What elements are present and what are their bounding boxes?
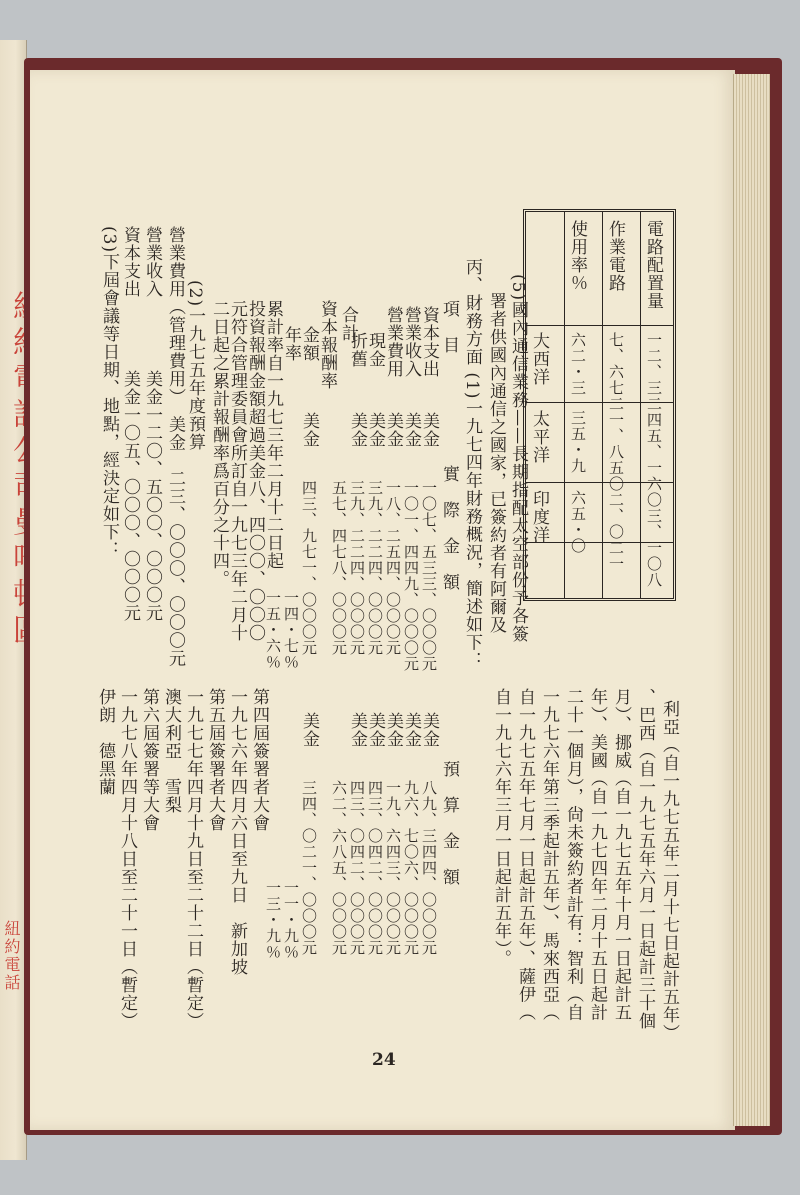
meeting-line: 伊朗 德黑蘭 <box>95 688 115 796</box>
table-cell: 六二・三 <box>569 332 587 396</box>
meeting-line: 第六屆簽署等大會 <box>139 688 159 832</box>
finance-budget: 六二、六八五、〇〇〇元 <box>330 780 348 956</box>
meetings-intro: (3)下屆會議等日期、地點，經決定如下： <box>99 226 119 560</box>
finance-actual: 三九、二二四、〇〇〇元 <box>348 480 366 656</box>
spine-red-small-text: 紐約電話 <box>2 920 21 992</box>
finance-bcur: 美金 <box>299 712 319 748</box>
finance-item: 現金 <box>365 332 385 368</box>
finance-actual: 一〇七、五三三、〇〇〇元 <box>420 480 438 672</box>
section5-line: 月）、挪威（自一九七五年十月一日起計五 <box>611 688 631 1022</box>
table-header: 大西洋 <box>529 332 549 386</box>
budget-row: 營業費用（管理費用） 美金 二三、〇〇〇、〇〇〇元 <box>165 226 185 668</box>
table-header: 太平洋 <box>529 410 549 464</box>
finance-bcur: 美金 <box>401 712 421 748</box>
finance-item: 資本報酬率 <box>317 300 337 390</box>
section5-line: 自一九七五年七月一日起計五年）、薩伊（ <box>515 688 535 1022</box>
budget-row: 營業收入 美金一二〇、五〇〇、〇〇〇元 <box>142 226 162 622</box>
meeting-line: 澳大利亞 雪梨 <box>161 688 181 814</box>
finance-actual: 一八、二五四、〇〇〇元 <box>384 480 402 656</box>
table-divider <box>564 212 565 598</box>
finance-budget: 一一・九％ <box>282 880 300 960</box>
meeting-line: 一九七六年四月六日至九日 新加坡 <box>227 688 247 976</box>
finance-item: 年率 <box>281 326 301 362</box>
left-page-edge <box>0 40 27 1160</box>
finance-item: 折舊 <box>347 332 367 368</box>
finance-cur: 美金 <box>401 412 421 448</box>
section5-line: 一九七六年第三季起計五年）、馬來西亞（ <box>539 688 559 1022</box>
finance-budget: 九六、七〇六、〇〇〇元 <box>402 780 420 956</box>
note-line: 投資報酬金額超過美金八、四〇〇、〇〇〇 <box>245 300 265 642</box>
finance-item: 資本支出 <box>419 306 439 378</box>
table-row-label: 作業電路 <box>605 220 625 292</box>
section5-line: 署者供國內通信之國家，已簽約者有阿爾及 <box>486 292 506 634</box>
table-cell: 六五・〇 <box>569 490 587 554</box>
section5-line: 二十一個月），尙未簽約者計有：智利（自 <box>563 688 583 1022</box>
page-edges <box>733 74 770 1126</box>
finance-budget: 四三、〇四二、〇〇〇元 <box>348 780 366 956</box>
table-row-label: 使用率％ <box>567 220 587 292</box>
finance-cur: 美金 <box>347 412 367 448</box>
meeting-line: 第四屆簽署者大會 <box>249 688 269 832</box>
finance-item: 營業費用 <box>383 306 403 378</box>
finance-actual: 三九、二二四、〇〇〇元 <box>366 480 384 656</box>
finance-actual: 一〇一、四四九、〇〇〇元 <box>402 480 420 672</box>
table-cell: 一二、三二四五、一六〇三、一〇八 <box>645 332 663 588</box>
table-cell: 三五・九 <box>569 410 587 474</box>
meeting-line: 一九七八年四月十八日至二十一日（暫定） <box>117 688 137 1030</box>
table-divider <box>640 212 641 598</box>
finance-col-actual: 實 際 金 額 <box>439 465 459 591</box>
budget-title: (2)一九七五年度預算 <box>185 280 205 452</box>
section5-line: (5)國內通信業務——長期指配太空部份予各簽 <box>508 274 528 644</box>
finance-bcur: 美金 <box>347 712 367 748</box>
finance-cur: 美金 <box>365 412 385 448</box>
budget-row: 資本支出 美金一〇五、〇〇〇、〇〇〇元 <box>120 226 140 622</box>
table-divider <box>526 325 673 326</box>
finance-item: 金額 <box>299 326 319 362</box>
note-line: 累計率自一九七三年二月十二日起 <box>263 300 283 570</box>
finance-bcur: 美金 <box>383 712 403 748</box>
table-divider <box>602 212 603 598</box>
finance-actual: 五七、四七八、〇〇〇元 <box>330 480 348 656</box>
circuit-table <box>523 209 676 601</box>
finance-budget: 三四、〇二一、〇〇〇元 <box>300 780 318 956</box>
section5-line: 自一九七六年三月一日起計五年）。 <box>491 688 511 968</box>
finance-actual: 一四・七％ <box>282 590 300 670</box>
meeting-line: 第五屆簽署者大會 <box>205 688 225 832</box>
finance-cur: 美金 <box>299 412 319 448</box>
table-cell: 七、六七二一、八五〇二、〇二一 <box>607 332 625 572</box>
section5-line: 、巴西（自一九七五年六月一日起計三十個 <box>635 688 655 1030</box>
finance-bcur: 美金 <box>419 712 439 748</box>
finance-col-item: 項 目 <box>439 300 459 354</box>
finance-item: 營業收入 <box>401 306 421 378</box>
section5-line: 利亞（自一九七五年二月十七日起計五年） <box>659 700 679 1042</box>
finance-budget: 八九、三四四、〇〇〇元 <box>420 780 438 956</box>
finance-actual: 四三、九七一、〇〇〇元 <box>300 480 318 656</box>
finance-budget: 四三、〇四二、〇〇〇元 <box>366 780 384 956</box>
finance-cur: 美金 <box>419 412 439 448</box>
note-line: 元符合管理委員會所訂自一九七三年二月十 <box>227 300 247 642</box>
section5-line: 年）、美國（自一九七四年二月十五日起計 <box>587 688 607 1022</box>
finance-col-budget: 預 算 金 額 <box>439 760 459 886</box>
finance-heading: 丙、財務方面 (1)一九七四年財務概況，簡述如下： <box>462 258 482 670</box>
finance-cur: 美金 <box>383 412 403 448</box>
finance-actual: 一五・六％ <box>264 590 282 670</box>
finance-bcur: 美金 <box>365 712 385 748</box>
finance-budget: 一九、六四三、〇〇〇元 <box>384 780 402 956</box>
table-row-label: 電路配置量 <box>643 220 663 310</box>
table-header: 印度洋 <box>529 490 549 544</box>
page-number: 24 <box>372 1050 396 1070</box>
meeting-line: 一九七七年四月十九日至二十二日（暫定） <box>183 688 203 1030</box>
note-line: 二日起之累計報酬率爲百分之十四。 <box>209 300 229 588</box>
finance-budget: 一三・九％ <box>264 880 282 960</box>
finance-item: 合計 <box>338 306 358 342</box>
